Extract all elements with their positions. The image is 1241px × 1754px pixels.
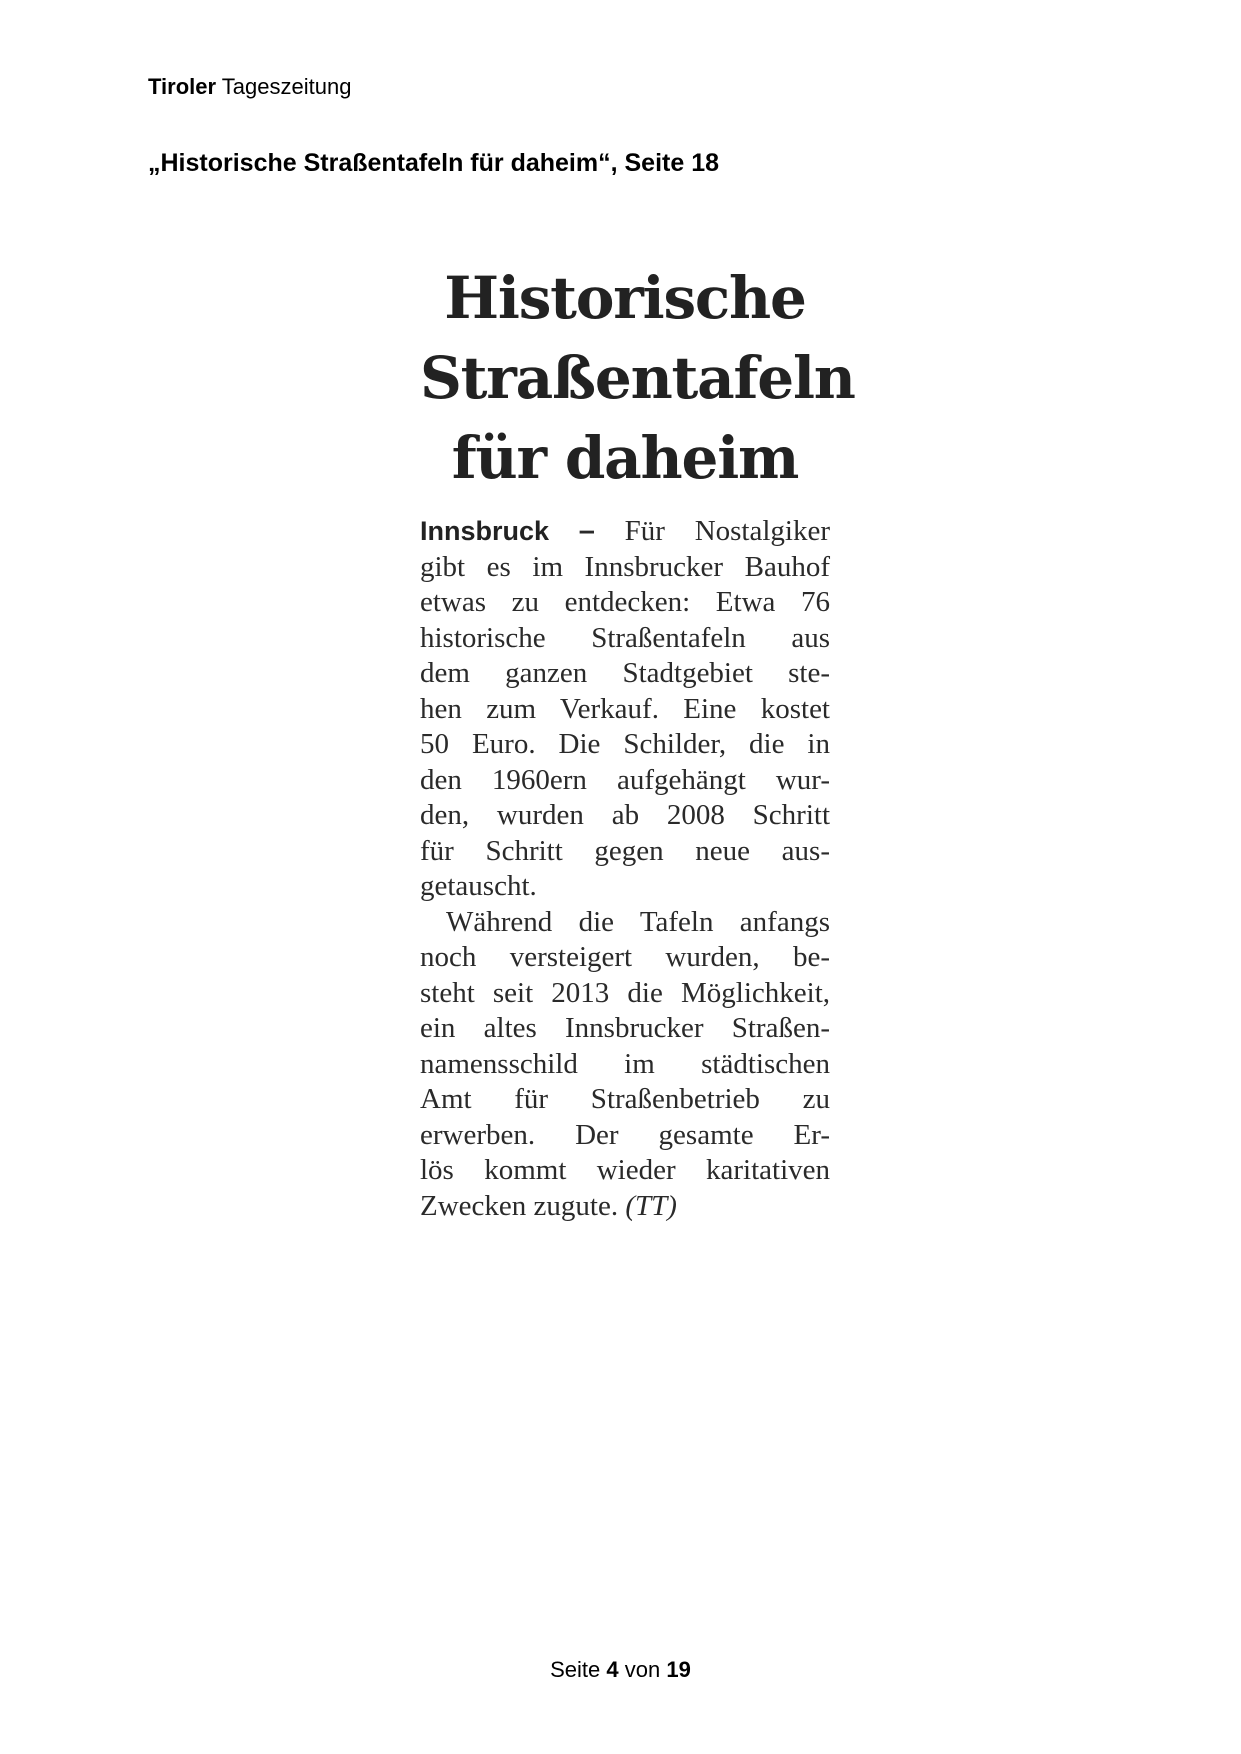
article-line: getauscht. bbox=[420, 870, 537, 902]
article-line: namensschild im städtischen bbox=[420, 1047, 830, 1080]
current-page: 4 bbox=[606, 1657, 619, 1682]
article-line-text: Für Nostalgiker bbox=[624, 515, 831, 547]
article-line: ein altes Innsbrucker Straßen- bbox=[420, 1012, 830, 1044]
reference-title: „Historische Straßentafeln für daheim“, Seite 18 bbox=[148, 149, 719, 177]
article-line: den 1960ern aufgehängt wur- bbox=[420, 763, 830, 796]
publication-name bbox=[148, 74, 351, 100]
article-line: den, wurden ab 2008 Schritt bbox=[420, 799, 830, 831]
article-line-text: Zwecken zugute. bbox=[420, 1189, 619, 1222]
article-line: dem ganzen Stadtgebiet ste- bbox=[420, 657, 830, 689]
article-line: etwas zu entdecken: Etwa 76 bbox=[420, 586, 830, 618]
article-line: 50 Euro. Die Schilder, die in bbox=[420, 728, 830, 760]
article-line-final bbox=[420, 1189, 830, 1225]
article-line: gibt es im Innsbrucker Bauhof bbox=[420, 550, 830, 583]
headline-line: für daheim bbox=[451, 424, 799, 492]
publication-name-regular: Tageszeitung bbox=[221, 74, 352, 99]
article-line: lös kommt wieder karitativen bbox=[420, 1154, 830, 1186]
article-line: erwerben. Der gesamte Er- bbox=[420, 1118, 830, 1151]
article-line-first bbox=[420, 514, 830, 550]
article-dateline: Innsbruck bbox=[420, 516, 550, 546]
article-line: Amt für Straßenbetrieb zu bbox=[420, 1083, 830, 1115]
article-line: historische Straßentafeln aus bbox=[420, 621, 830, 654]
article-credit: (TT) bbox=[625, 1189, 677, 1222]
article-headline bbox=[420, 258, 855, 498]
article-line: für Schritt gegen neue aus- bbox=[420, 834, 830, 867]
publication-name-bold: Tiroler bbox=[148, 74, 217, 99]
dateline-dash: – bbox=[578, 515, 595, 547]
page-separator: von bbox=[624, 1657, 661, 1682]
article-line-paragraph-start: Während die Tafeln anfangs bbox=[446, 905, 830, 938]
article-body bbox=[420, 514, 830, 1224]
page-prefix: Seite bbox=[550, 1657, 601, 1682]
total-pages: 19 bbox=[666, 1657, 691, 1682]
headline-line: Historische bbox=[444, 264, 806, 332]
article-line: noch versteigert wurden, be- bbox=[420, 941, 830, 973]
article-line: steht seit 2013 die Möglichkeit, bbox=[420, 976, 830, 1009]
newspaper-clipping bbox=[420, 258, 855, 1224]
article-line: hen zum Verkauf. Eine kostet bbox=[420, 692, 830, 725]
page-number bbox=[0, 1657, 1241, 1683]
headline-line: Straßentafeln bbox=[420, 344, 855, 412]
